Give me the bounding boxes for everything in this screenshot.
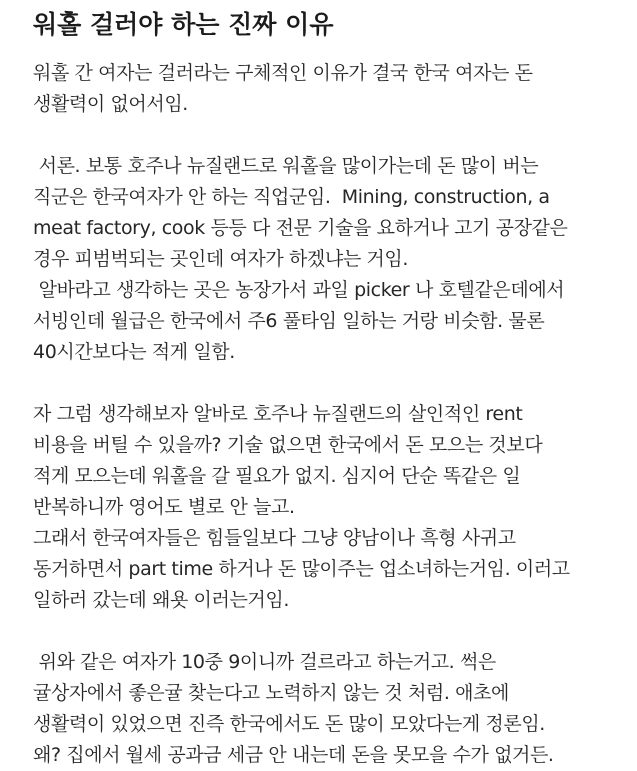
text-line: 알바라고 생각하는 곳은 농장가서 과일 picker 나 호텔같은데에서 bbox=[33, 279, 565, 301]
text-line: 적게 모으는데 워홀을 갈 필요가 없지. 심지어 단순 똑같은 일 bbox=[33, 465, 521, 487]
text-line: 비용을 버틸 수 있을까? 기술 없으면 한국에서 돈 모으는 것보다 bbox=[33, 434, 543, 456]
paragraph-spacer bbox=[33, 368, 625, 399]
paragraph-introduction bbox=[33, 151, 625, 368]
text-line: 그래서 한국여자들은 힘들일보다 그냥 양남이나 흑형 사귀고 bbox=[33, 527, 516, 549]
text-line: 서빙인데 월급은 한국에서 주6 풀타임 일하는 거랑 비슷함. 물론 bbox=[33, 310, 545, 332]
text-line: 서론. 보통 호주나 뉴질랜드로 워홀을 많이가는데 돈 많이 버는 bbox=[33, 155, 539, 177]
paragraph-spacer bbox=[33, 616, 625, 647]
text-line: 직군은 한국여자가 안 하는 직업군임. Mining, construction, a bbox=[33, 186, 550, 208]
text-line: 워홀 간 여자는 걸러라는 구체적인 이유가 결국 한국 여자는 돈 bbox=[33, 62, 533, 84]
text-line: 일하러 갔는데 왜욧 이러는거임. bbox=[33, 589, 289, 611]
paragraph-reasoning bbox=[33, 399, 625, 616]
text-line: 동거하면서 part time 하거나 돈 많이주는 업소녀하는거임. 이러고 bbox=[33, 558, 570, 580]
post-title: 워홀 걸러야 하는 진짜 이유 bbox=[33, 10, 334, 39]
text-line: 귤상자에서 좋은귤 찾는다고 노력하지 않는 것 처럼. 애초에 bbox=[33, 682, 510, 704]
text-line: 반복하니까 영어도 별로 안 늘고. bbox=[33, 496, 295, 518]
text-line: 자 그럼 생각해보자 알바로 호주나 뉴질랜드의 살인적인 rent bbox=[33, 403, 523, 425]
paragraph-spacer bbox=[33, 120, 625, 151]
text-line: meat factory, cook 등등 다 전문 기술을 요하거나 고기 공장같은 bbox=[33, 217, 568, 239]
text-line: 40시간보다는 적게 일함. bbox=[33, 341, 235, 363]
paragraph-intro bbox=[33, 58, 625, 120]
text-line: 위와 같은 여자가 10중 9이니까 걸르라고 하는거고. 썩은 bbox=[33, 651, 496, 673]
text-line: 생활력이 있었으면 진즉 한국에서도 돈 많이 모았다는게 정론임. bbox=[33, 713, 545, 735]
text-line: 생활력이 없어서임. bbox=[33, 93, 188, 115]
text-line: 경우 피범벅되는 곳인데 여자가 하겠냐는 거임. bbox=[33, 248, 408, 270]
text-line: 왜? 집에서 월세 공과금 세금 안 내는데 돈을 못모을 수가 없거든. bbox=[33, 744, 554, 766]
paragraph-conclusion bbox=[33, 647, 625, 771]
